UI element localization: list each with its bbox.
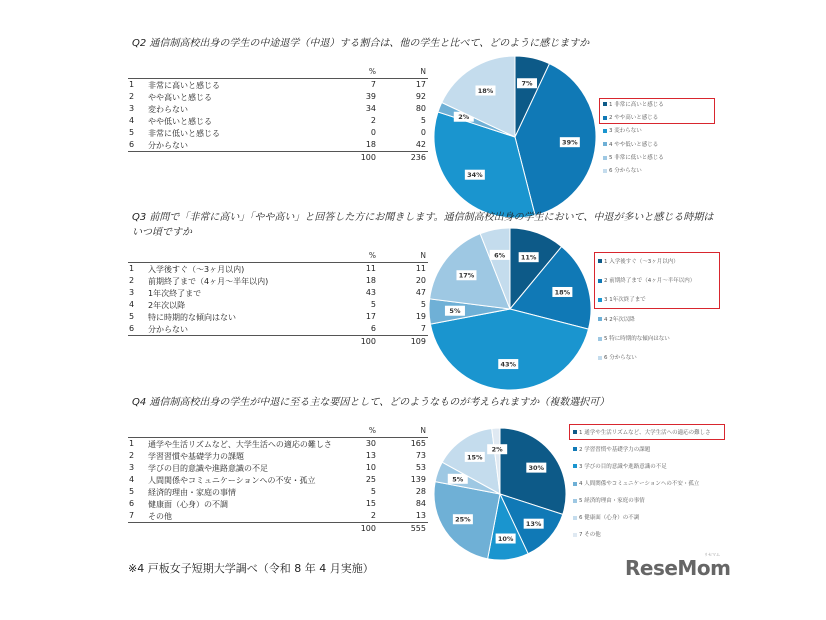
row-label: 学びの目的意識や進路意識の不足 [148,464,268,473]
row-label: 健康面（心身）の不調 [148,500,228,509]
q3-title-line-1: Q3 前問で「非常に高い」「やや高い」と回答した方にお聞きします。通信制高校出身の学生において、中退が多いと感じる時期は [132,212,714,223]
row-label: その他 [148,512,172,521]
row-number: 4 [129,116,135,125]
row-n: 42 [415,140,426,149]
row-pct: 30 [365,439,376,448]
q2-title-line: Q2 通信制高校出身の学生の中途退学（中退）する割合は、他の学生と比べて、どのように感じますか [132,38,590,49]
row-pct: 7 [370,80,376,89]
q4-table [128,425,428,535]
row-label: 変わらない [148,105,188,114]
q2-title [132,36,589,51]
row-label: 人間関係やコミュニケーションへの不安・孤立 [148,476,316,485]
pct-header: % [368,67,376,76]
legend-highlight-box [594,252,720,309]
row-number: 4 [129,300,135,309]
legend-label: 4 人間関係やコミュニケーションへの不安・孤立 [579,481,700,487]
q2-table [128,66,428,164]
row-n: 139 [410,475,426,484]
row-pct: 11 [365,264,376,273]
row-number: 5 [129,312,135,321]
row-n: 19 [415,312,426,321]
row-pct: 34 [365,104,376,113]
table-row [128,462,428,474]
table-row [128,450,428,462]
resemom-logo-kana: リセマム [704,552,720,557]
slice-label: 18% [477,86,494,95]
row-label: 学習習慣や基礎学力の課題 [148,452,244,461]
row-number: 6 [129,499,135,508]
row-label: 非常に高いと感じる [148,81,220,90]
row-n: 20 [415,276,426,285]
total-n: 109 [410,337,426,346]
legend-highlight-box [569,424,725,440]
legend-label: 6 分からない [609,168,642,175]
row-label: 特に時期的な傾向はない [148,313,236,322]
total-pct: 100 [360,524,376,533]
table-row [128,103,428,115]
legend-swatch [598,337,602,341]
legend-label: 1 入学後すぐ（～3ヶ月以内） [604,258,679,265]
total-n: 555 [410,524,426,533]
legend-item [598,334,670,342]
legend-label: 3 変わらない [609,128,642,135]
slice-label: 11% [520,253,537,262]
row-pct: 10 [365,463,376,472]
slice-label: 25% [455,515,471,524]
row-number: 5 [129,487,135,496]
legend-label: 5 特に時期的な傾向はない [604,336,670,342]
row-n: 80 [415,104,426,113]
table-row [128,287,428,299]
table-row [128,510,428,522]
slice-label: 5% [449,307,461,316]
legend-label: 1 非常に高いと感じる [609,101,664,108]
table-row [128,79,428,91]
q3-legend [592,251,722,367]
row-number: 1 [129,80,135,89]
row-number: 2 [129,451,135,460]
slice-label: 15% [466,453,483,462]
legend-swatch [573,482,577,486]
row-number: 3 [129,463,135,472]
legend-swatch [598,356,602,360]
table-header [128,66,428,79]
pct-header: % [368,426,376,435]
row-pct: 13 [365,451,376,460]
table-row [128,139,428,151]
q3-pie-chart [425,224,595,394]
row-number: 4 [129,475,135,484]
n-header: N [420,67,426,76]
row-n: 17 [415,80,426,89]
row-label: 分からない [148,325,188,334]
table-row [128,299,428,311]
slice-label: 5% [452,475,464,484]
legend-label: 2 やや高いと感じる [609,115,659,121]
table-row [128,263,428,275]
legend-swatch [603,169,607,173]
row-pct: 5 [370,300,376,309]
table-row [128,323,428,335]
q4-title [132,395,609,410]
table-header [128,250,428,263]
legend-label: 4 2年次以降 [604,316,635,323]
slice-label: 34% [467,171,483,180]
table-row [128,115,428,127]
slice-label: 17% [458,271,475,280]
legend-item [573,513,639,521]
row-pct: 2 [370,116,376,125]
legend-item [598,353,637,361]
row-label: 1年次終了まで [148,289,202,298]
row-n: 165 [410,439,426,448]
q3-title-line-2: いつ頃ですか [132,227,192,238]
row-label: やや低いと感じる [148,117,212,126]
row-pct: 39 [365,92,376,101]
row-label: 非常に低いと感じる [148,129,220,138]
q4-pie-chart [430,424,570,564]
n-header: N [420,426,426,435]
table-row [128,91,428,103]
legend-item [603,166,642,174]
row-number: 7 [129,511,135,520]
legend-highlight-box [599,98,715,124]
table-total-row [128,335,428,348]
row-pct: 18 [365,140,376,149]
legend-swatch [573,499,577,503]
row-number: 2 [129,276,135,285]
row-n: 28 [415,487,426,496]
table-row [128,498,428,510]
row-number: 6 [129,324,135,333]
legend-item [573,462,667,470]
row-n: 53 [415,463,426,472]
row-pct: 25 [365,475,376,484]
slice-label: 7% [521,79,533,88]
row-number: 3 [129,288,135,297]
row-label: 前期終了まで（4ヶ月～半年以内) [148,277,269,286]
legend-label: 5 経済的理由・家庭の事情 [579,498,645,505]
table-row [128,438,428,450]
legend-swatch [573,516,577,520]
row-number: 3 [129,104,135,113]
table-total-row [128,522,428,535]
table-row [128,486,428,498]
legend-label: 3 1年次終了まで [604,297,646,304]
legend-item [573,496,645,504]
row-n: 7 [420,324,426,333]
legend-swatch [573,447,577,451]
legend-label: 3 学びの目的意識や進路意識の不足 [579,463,667,470]
row-n: 5 [420,300,426,309]
total-n: 236 [410,153,426,162]
legend-label: 1 通学や生活リズムなど、大学生活への適応の難しさ [579,429,711,436]
row-pct: 5 [370,487,376,496]
slice-label: 18% [554,288,571,297]
row-label: 入学後すぐ（～3ヶ月以内) [148,265,245,274]
slice-label: 2% [491,445,503,454]
legend-item [573,445,650,453]
table-header [128,425,428,438]
legend-label: 6 健康面（心身）の不調 [579,515,640,522]
legend-label: 4 やや低いと感じる [609,141,659,148]
row-pct: 15 [365,499,376,508]
table-row [128,311,428,323]
legend-label: 6 分からない [604,355,637,362]
legend-swatch [573,464,577,468]
q3-title [132,210,713,240]
pct-header: % [368,251,376,260]
legend-swatch [598,317,602,321]
row-pct: 18 [365,276,376,285]
legend-item [598,315,635,323]
row-n: 84 [415,499,426,508]
row-n: 73 [415,451,426,460]
q3-table [128,250,428,348]
total-pct: 100 [360,153,376,162]
slice-label: 39% [562,138,578,147]
row-n: 13 [415,511,426,520]
row-label: やや高いと感じる [148,93,212,102]
resemom-logo[interactable]: ReseMom [625,556,731,580]
legend-label: 5 非常に低いと感じる [609,155,664,161]
row-label: 経済的理由・家庭の事情 [148,488,236,497]
slice-label: 2% [458,113,470,122]
legend-item [573,530,601,538]
legend-swatch [603,129,607,133]
total-pct: 100 [360,337,376,346]
slice-label: 13% [525,520,542,529]
q2-pie-chart [430,52,600,222]
legend-item [573,479,699,487]
row-label: 分からない [148,141,188,150]
row-n: 47 [415,288,426,297]
slice-label: 6% [494,251,506,260]
table-row [128,127,428,139]
q4-title-line: Q4 通信制高校出身の学生が中退に至る主な要因として、どのようなものが考えられますか（複数選択可） [132,397,610,408]
row-pct: 43 [365,288,376,297]
q4-legend [567,423,727,543]
legend-swatch [603,142,607,146]
row-pct: 0 [370,128,376,137]
table-row [128,474,428,486]
row-label: 通学や生活リズムなど、大学生活への適応の難しさ [148,440,332,449]
row-number: 5 [129,128,135,137]
legend-label: 7 その他 [579,532,601,539]
row-pct: 6 [370,324,376,333]
footnote: ※4 戸板女子短期大学調べ（令和 8 年 4 月実施） [128,562,374,575]
legend-swatch [573,533,577,537]
legend-item [603,153,664,161]
legend-label: 2 前期終了まで（4ヶ月～半年以内） [604,278,696,284]
q2-legend [597,97,717,177]
row-number: 6 [129,140,135,149]
n-header: N [420,251,426,260]
legend-label: 2 学習習慣や基礎学力の課題 [579,446,651,453]
row-n: 92 [415,92,426,101]
table-total-row [128,151,428,164]
table-row [128,275,428,287]
row-n: 5 [420,116,426,125]
row-n: 11 [415,264,426,273]
row-label: 2年次以降 [148,301,186,310]
slice-label: 43% [500,360,517,369]
slice-label: 30% [528,464,545,473]
slice-label: 10% [497,535,514,544]
legend-item [603,126,642,134]
row-pct: 2 [370,511,376,520]
legend-swatch [603,156,607,160]
row-number: 1 [129,439,135,448]
row-number: 2 [129,92,135,101]
legend-item [603,140,658,148]
row-n: 0 [420,128,426,137]
row-number: 1 [129,264,135,273]
row-pct: 17 [365,312,376,321]
